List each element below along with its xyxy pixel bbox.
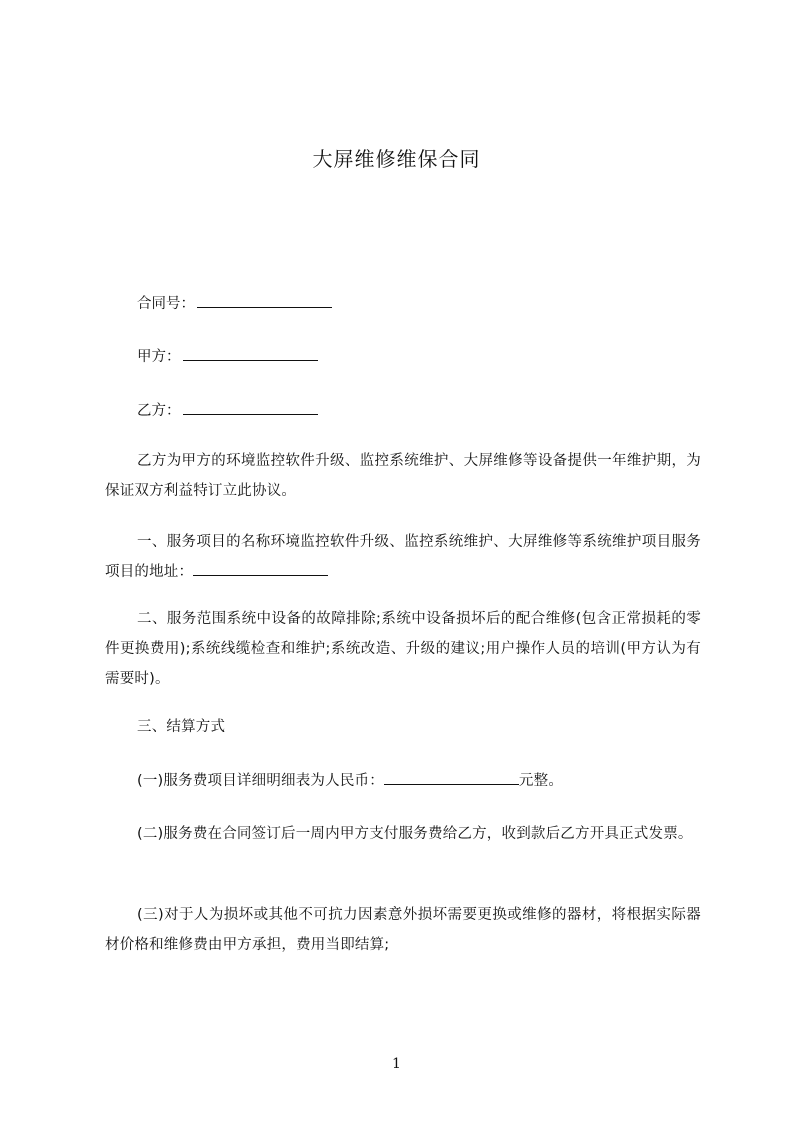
clause-3-paragraph: (三)对于人为损坏或其他不可抗力因素意外损坏需要更换或维修的器材，将根据实际器材价格和维修费由甲方承担，费用当即结算; — [105, 907, 701, 953]
clause-1-suffix: 元整。 — [518, 773, 564, 789]
party-a-label: 甲方： — [137, 349, 181, 365]
page-number: 1 — [392, 1056, 401, 1072]
contract-number-field — [137, 292, 332, 314]
party-a-field — [137, 345, 318, 367]
document-title: 大屏维修维保合同 — [312, 147, 481, 171]
clause-1-prefix: (一)服务费项目详细明细表为人民币： — [137, 773, 384, 789]
party-b-field — [137, 399, 318, 421]
party-a-blank — [183, 345, 318, 361]
section-1-text: 一、服务项目的名称环境监控软件升级、监控系统维护、大屏维修等系统维护项目服务项目的地址： — [105, 534, 701, 580]
contract-number-blank — [197, 292, 332, 308]
section-2-paragraph: 二、服务范围系统中设备的故障排除;系统中设备损坏后的配合维修(包含正常损耗的零件更换费用);系统线缆检查和维护;系统改造、升级的建议;用户操作人员的培训(甲方认为有需要时)。 — [105, 611, 701, 687]
contract-number-label: 合同号： — [137, 296, 195, 312]
party-b-blank — [183, 399, 318, 415]
fee-amount-blank — [384, 769, 519, 785]
party-b-label: 乙方： — [137, 403, 181, 419]
intro-paragraph: 乙方为甲方的环境监控软件升级、监控系统维护、大屏维修等设备提供一年维护期，为保证双方利益特订立此协议。 — [105, 453, 701, 499]
service-address-blank — [193, 560, 328, 576]
clause-1-paragraph — [105, 766, 701, 796]
section-1-paragraph — [105, 527, 701, 587]
clause-2-paragraph: (二)服务费在合同签订后一周内甲方支付服务费给乙方，收到款后乙方开具正式发票。 — [137, 826, 693, 842]
section-3-heading: 三、结算方式 — [137, 719, 226, 735]
